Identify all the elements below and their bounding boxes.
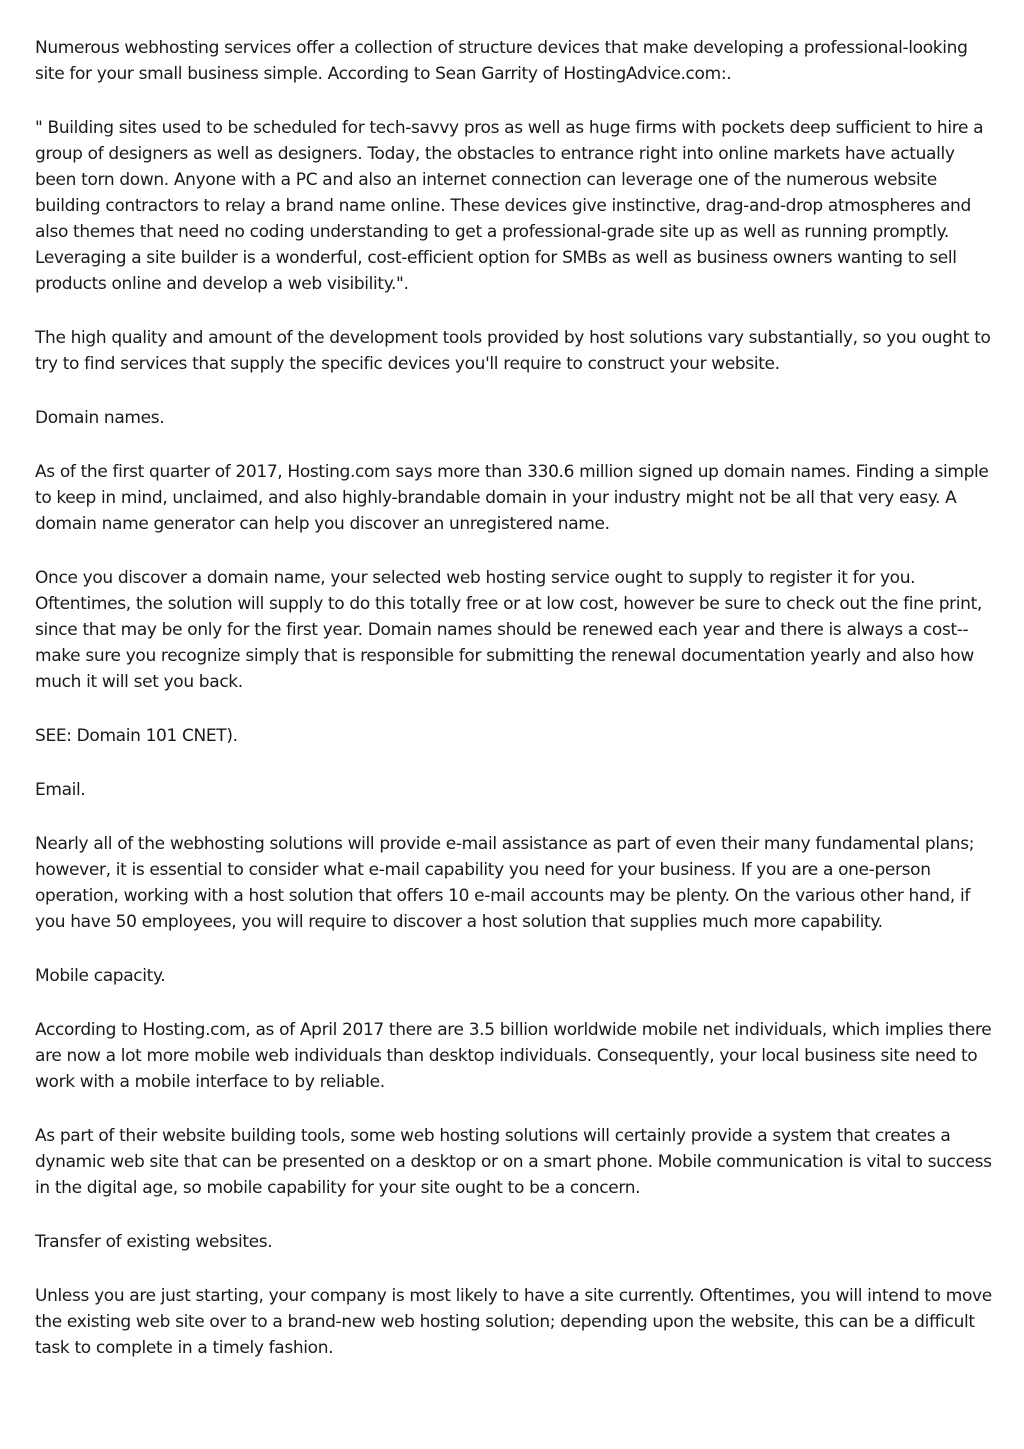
paragraph-domain-registration: Once you discover a domain name, your selected web hosting service ought to supply to register it for you. Oftentimes, the solution will supply to do this totally free or at low cost, however be sure to check out the fine print, since that may be only for the first year. Domain names should be renewed each year and there is always a cost-- make sure you recognize simply that is responsible for submitting the renewal documentation yearly and also how much it will set you back. [35,568,982,692]
heading-mobile-capacity: Mobile capacity. [35,966,166,986]
paragraph-see-reference: SEE: Domain 101 CNET). [35,726,238,746]
paragraph-email: Nearly all of the webhosting solutions will provide e-mail assistance as part of even their many fundamental plans; however, it is essential to consider what e-mail capability you need for your business. If you are a one-person operation, working with a host solution that offers 10 e-mail accounts may be plenty. On the various other hand, if you have 50 employees, you will require to discover a host solution that supplies much more capability. [35,834,975,932]
paragraph-domain-stats: As of the first quarter of 2017, Hosting.com says more than 330.6 million signed up domain names. Finding a simple to keep in mind, unclaimed, and also highly-brandable domain in your industry might not be all that very easy. A domain name generator can help you discover an unregistered name. [35,462,989,534]
paragraph-development-tools: The high quality and amount of the development tools provided by host solutions vary substantially, so you ought to try to find services that supply the specific devices you'll require to construct your website. [35,328,991,374]
heading-transfer: Transfer of existing websites. [35,1232,273,1252]
paragraph-quote: " Building sites used to be scheduled for tech-savvy pros as well as huge firms with pockets deep sufficient to hire a group of designers as well as designers. Today, the obstacles to entrance right into online markets have actually been torn down. Anyone with a PC and also an internet connection can leverage one of the numerous website building contractors to relay a brand name online. These devices give instinctive, drag-and-drop atmospheres and also themes that need no coding understanding to get a professional-grade site up as well as running promptly. Leveraging a site builder is a wonderful, cost-efficient option for SMBs as well as business owners wanting to sell products online and develop a web visibility.". [35,118,984,294]
heading-email: Email. [35,780,86,800]
paragraph-mobile-stats: According to Hosting.com, as of April 2017 there are 3.5 billion worldwide mobile net individuals, which implies there are now a lot more mobile web individuals than desktop individuals. Consequently, your local business site need to work with a mobile interface to by reliable. [35,1020,992,1092]
paragraph-intro: Numerous webhosting services offer a collection of structure devices that make developing a professional-looking site for your small business simple. According to Sean Garrity of HostingAdvice.com:. [35,38,968,84]
document-body [35,35,995,1389]
paragraph-transfer: Unless you are just starting, your company is most likely to have a site currently. Oftentimes, you will intend to move the existing web site over to a brand-new web hosting solution; depending upon the website, this can be a difficult task to complete in a timely fashion. [35,1286,992,1358]
paragraph-mobile-tools: As part of their website building tools, some web hosting solutions will certainly provide a system that creates a dynamic web site that can be presented on a desktop or on a smart phone. Mobile communication is vital to success in the digital age, so mobile capability for your site ought to be a concern. [35,1126,992,1198]
heading-domain-names: Domain names. [35,408,165,428]
